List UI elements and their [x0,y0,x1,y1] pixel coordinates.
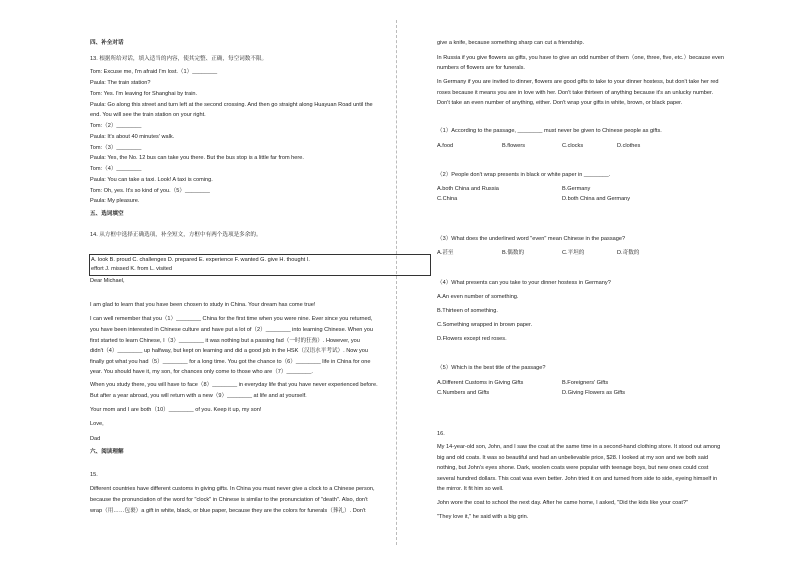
option[interactable]: A.food [437,143,454,149]
dialogue-line: Tom: Oh, yes. It's so kind of you.（5）________ [90,188,210,194]
option[interactable]: C.Something wrapped in brown paper. [437,322,533,328]
option[interactable]: C.China [437,196,458,202]
dialogue-line: Paula: Yes, the No. 12 bus can take you there. But the bus stop is a little far from here. [90,155,304,161]
question-5: （5）Which is the best title of the passage? [437,365,546,371]
option[interactable]: A.甚至 [437,250,454,256]
letter-line: you have been interested in Chinese culture and have put a lot of（2）________ into learning Chinese. When you [90,327,373,333]
dialogue-line: Tom:（4）________ [90,166,142,172]
passage-line: roses because it means you are in love with her. Don't take thirteen of anything because it's an unlucky number. [437,90,714,96]
q14-instruction: 14. 从方框中选择正确选项，补全短文，方框中有两个选项是多余的。 [90,232,262,238]
letter-line: When you study there, you will have to face（8）________ in everyday life that you have never experienced before. [90,382,378,388]
dialogue-line: end. You will see the train station on your right. [90,112,206,118]
option[interactable]: D.both China and Germany [562,196,631,202]
letter-signature: Dad [90,436,101,442]
passage-line: give a knife, because something sharp can cut a friendship. [437,40,585,46]
section5-title: 五、选词填空 [90,211,124,217]
question-2: （2）People don't wrap presents in black or white paper in ________. [437,172,611,178]
section4-title: 四、补全对话 [90,40,124,46]
passage-line: numbers of flowers are for funerals. [437,65,525,71]
letter-line: first started to learn Chinese, I（3）________ it was nothing but a passing fad（一时的狂热）. However, you [90,338,360,344]
option[interactable]: B.Germany [562,186,591,192]
dialogue-line: Tom:（3）________ [90,145,142,151]
passage-line: several hundred dollars. This coat was even better. John tried it on and turned from side to side, eyeing himself in [437,476,718,482]
dialogue-line: Paula: You can take a taxi. Look! A taxi is coming. [90,177,213,183]
dialogue-line: Tom: Excuse me, I'm afraid I'm lost.（1）________ [90,69,218,75]
q16-number: 16. [437,431,445,437]
letter-paragraph: Your mom and I are both（10）________ of you. Keep it up, my son! [90,407,262,413]
q15-number: 15. [90,472,98,478]
dialogue-line: Paula: It's about 40 minutes' walk. [90,134,175,140]
word-box-line: effort J. missed K. from L. visited [91,266,173,272]
dialogue-line: Paula: Go along this street and turn left at the second crossing. And then go straight along Huayuan Road until the [90,102,373,108]
dialogue-line: Tom: Yes. I'm leaving for Shanghai by train. [90,91,198,97]
passage-line: big and old coats. It was so beautiful and had an unbelievable price, $28. I looked at my son and we both said [437,455,709,461]
section6-title: 六、阅读理解 [90,449,124,455]
option[interactable]: D.奇数的 [617,250,640,256]
column-divider [396,20,397,545]
letter-line: year. You should have it, my son, for chances only come to those who are（7）________. [90,369,313,375]
option[interactable]: D.clothes [617,143,641,149]
passage-line: "They love it," he said with a big grin. [437,514,529,520]
passage-line: In Russia if you give flowers as gifts, you have to give an odd number of them（one, three, five, etc.）because even [437,55,724,61]
passage-line: Don't take an even number of anything, either. Don't wrap your gifts in white, brown, or black paper. [437,100,683,106]
letter-line: But after a year abroad, you will return with a new（9）________ at life and at yourself. [90,393,307,399]
letter-line: didn't（4）________ up halfway, but kept on learning and did a good job in the HSK（汉语水平考试）. Now you [90,348,369,354]
q13-instruction: 13. 根据所给对话，填入适当的内容，使其完整、正确，每空词数不限。 [90,56,268,62]
option[interactable]: C.Numbers and Gifts [437,390,490,396]
question-1: （1）According to the passage, ________ must never be given to Chinese people as gifts. [437,128,662,134]
letter-paragraph: I am glad to learn that you have been chosen to study in China. Your dream has come true! [90,302,316,308]
option[interactable]: D.Giving Flowers as Gifts [562,390,626,396]
option[interactable]: B.flowers [502,143,526,149]
option[interactable]: C.平坦的 [562,250,585,256]
letter-line: I can well remember that you（1）________ China for the first time when you were nine. Ever since you returned, [90,316,373,322]
option[interactable]: A.Different Customs in Giving Gifts [437,380,524,386]
question-4: （4）What presents can you take to your dinner hostess in Germany? [437,280,611,286]
passage-line: wrap（用……包裹）a gift in white, black, or blue paper, because they are the colors for funerals（葬礼）. Don't [90,508,366,514]
dialogue-line: Tom:（2）________ [90,123,142,129]
word-box-line: A. look B. proud C. challenges D. prepared E. experience F. wanted G. give H. thought I. [91,257,310,263]
option[interactable]: B.Foreigners' Gifts [562,380,609,386]
passage-line: nothing, but John's eyes shone. Dark, woolen coats were popular with teenage boys, but new ones could cost [437,465,709,471]
passage-line: John wore the coat to school the next day. After he came home, I asked, "Did the kids like your coat?" [437,500,689,506]
passage-line: because the pronunciation of the word for "clock" in Chinese is similar to the pronunciation of "death". Also, don't [90,497,368,503]
passage-line: the mirror. It fit him so well. [437,486,504,492]
option[interactable]: D.Flowers except red roses. [437,336,507,342]
option[interactable]: C.clocks [562,143,584,149]
option[interactable]: B.Thirteen of something. [437,308,498,314]
option[interactable]: A.An even number of something. [437,294,519,300]
dialogue-line: Paula: The train station? [90,80,151,86]
passage-line: My 14-year-old son, John, and I saw the coat at the same time in a second-hand clothing store. It stood out among [437,444,721,450]
letter-line: finally got what you had（5）________ for a long time. You got the chance to（6）________ life in China for one [90,359,371,365]
dialogue-line: Paula: My pleasure. [90,198,140,204]
letter-closing: Love, [90,421,104,427]
question-3: （3）What does the underlined word "even" mean Chinese in the passage? [437,236,626,242]
passage-line: Different countries have different customs in giving gifts. In China you must never give a clock to a Chinese person, [90,486,375,492]
option[interactable]: B.偶数的 [502,250,525,256]
passage-line: In Germany if you are invited to dinner, flowers are good gifts to take to your dinner hostess, but don't take her red [437,79,719,85]
option[interactable]: A.both China and Russia [437,186,499,192]
letter-greeting: Dear Michael, [90,278,125,284]
